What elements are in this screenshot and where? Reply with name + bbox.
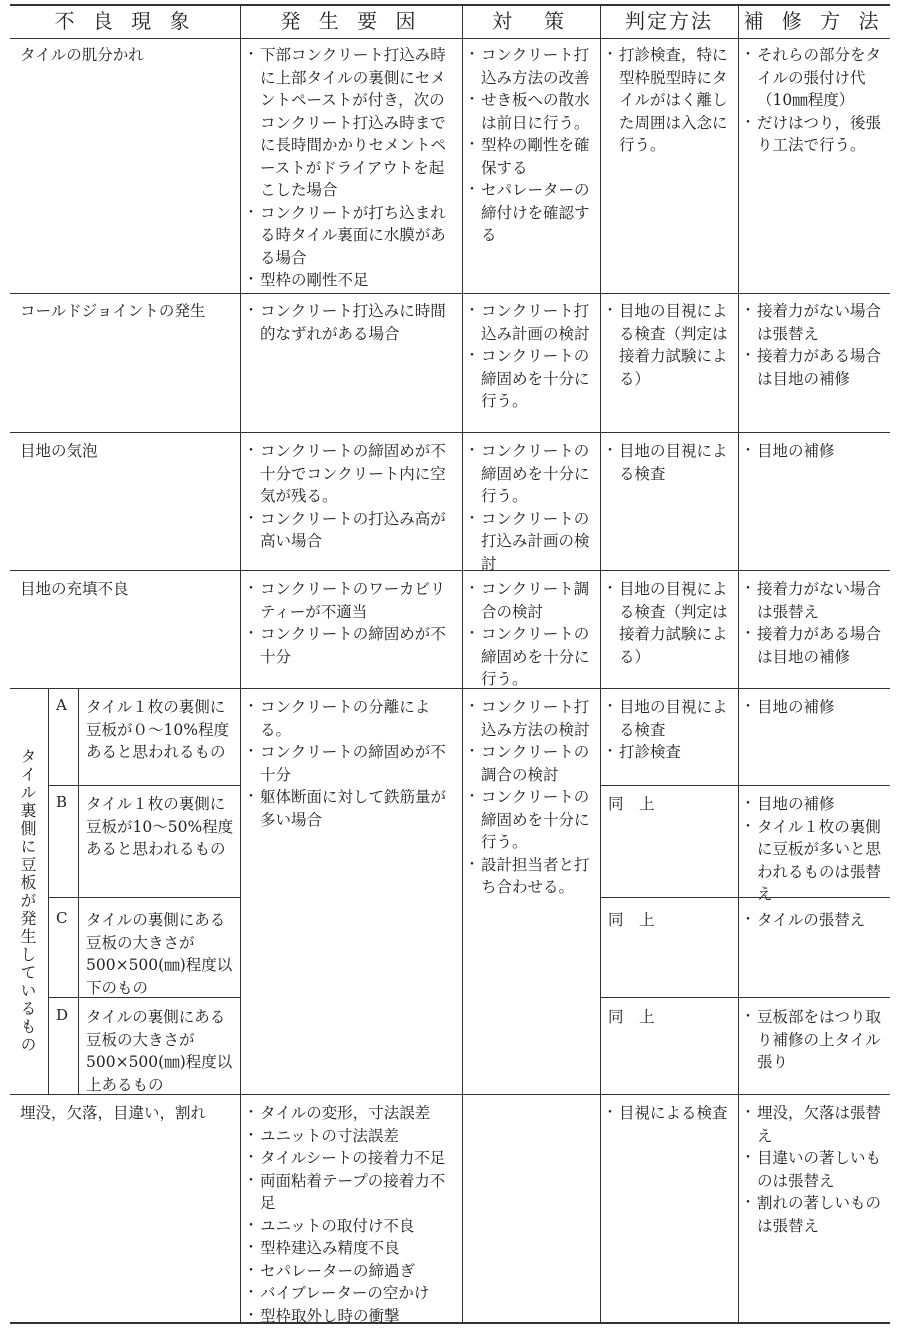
repair-item: ・ 目地の補修	[744, 440, 886, 463]
judge-item: ・ 目地の目視による検査（判定は接着力試験による）	[606, 300, 734, 390]
sub-desc-c: タイルの裏側にある豆板の大きさが500×500(㎜)程度以下のもの	[86, 911, 233, 997]
judge-item: ・ 目地の目視による検査（判定は接着力試験による）	[606, 578, 734, 668]
repair-item: ・ 埋没，欠落は張替え	[744, 1102, 886, 1147]
judge-6	[606, 1102, 734, 1125]
rule-row3	[10, 570, 890, 571]
rule-subA	[48, 785, 240, 786]
measure-item: ・ せき板への散水は前日に行う。	[468, 89, 596, 134]
measure-item: ・ コンクリートの締固めを十分に行う。	[468, 623, 596, 691]
cause-item: ・ バイブレーターの空かけ	[247, 1282, 457, 1305]
measure-item: ・ コンクリートの調合の検討	[468, 741, 596, 786]
measure-2	[468, 300, 596, 413]
cause-5	[247, 696, 457, 831]
phenomenon-2: コールドジョイントの発生	[20, 302, 206, 320]
rule-header	[10, 38, 890, 39]
rule-subB	[48, 897, 240, 898]
cause-4	[247, 578, 457, 668]
repair-item: ・ 目地の補修	[744, 696, 886, 719]
header-phenomenon: 不 良 現 象	[54, 9, 196, 33]
cause-item: ・ コンクリート打込みに時間的なずれがある場合	[247, 300, 457, 345]
measure-item: ・ コンクリート調合の検討	[468, 578, 596, 623]
cause-item: ・ コンクリートの締固めが不十分	[247, 623, 457, 668]
judge-item: ・ 打診検査	[606, 741, 734, 764]
judge-3	[606, 440, 734, 485]
phenomenon-6: 埋没，欠落，目違い，割れ	[20, 1104, 207, 1122]
cause-item: ・ ユニットの寸法誤差	[247, 1125, 457, 1148]
cause-item: ・ コンクリートのワーカビリティーが不適当	[247, 578, 457, 623]
phenomenon-4: 目地の充填不良	[20, 580, 129, 598]
cause-item: ・ コンクリートの分離による。	[247, 696, 457, 741]
sub-desc-b: タイル１枚の裏側に豆板が10～50%程度あると思われるもの	[86, 795, 234, 858]
cause-item: ・ セパレーターの締過ぎ	[247, 1260, 457, 1283]
repair-item: ・ 接着力がある場合は目地の補修	[744, 623, 886, 668]
repair-1	[744, 44, 886, 157]
judge-2	[606, 300, 734, 390]
measure-item: ・ コンクリートの打込み計画の検討	[468, 508, 596, 576]
cause-item: ・ コンクリートの締固めが不十分	[247, 741, 457, 786]
repair-item: ・ 目地の補修	[744, 793, 886, 816]
repair-5d	[744, 1006, 886, 1074]
cause-item: ・ 型枠の剛性不足	[247, 269, 457, 292]
repair-item: ・ それらの部分をタイルの張付け代（10㎜程度）	[744, 44, 886, 112]
measure-item: ・ セパレーターの締付けを確認する	[468, 179, 596, 247]
cause-item: ・ タイルシートの接着力不足	[247, 1147, 457, 1170]
group-label: タイル裏側に豆板が発生しているもの	[18, 748, 37, 1054]
header-cause: 発 生 要 因	[280, 9, 422, 33]
measure-item: ・ コンクリート打込み方法の検討	[468, 696, 596, 741]
judge-5b: 同 上	[608, 795, 655, 813]
letter-sep	[78, 688, 79, 1094]
cause-item: ・ ユニットの取付け不良	[247, 1215, 457, 1238]
sub-letter-c: C	[56, 909, 68, 927]
cause-item: ・ 型枠取外し時の衝撃	[247, 1305, 457, 1328]
col-sep-4	[738, 4, 739, 1322]
repair-6	[744, 1102, 886, 1237]
rule-row2	[10, 432, 890, 433]
measure-item: ・ コンクリートの締固めを十分に行う。	[468, 786, 596, 854]
measure-1	[468, 44, 596, 247]
cause-6	[247, 1102, 457, 1327]
measure-5	[468, 696, 596, 899]
judge-5c: 同 上	[608, 911, 655, 929]
sub-desc-d: タイルの裏側にある豆板の大きさが500×500(㎜)程度以上あるもの	[86, 1008, 233, 1094]
repair-3	[744, 440, 886, 463]
cause-item: ・ 下部コンクリート打込み時に上部タイルの裏側にセメントペーストが付き，次のコンクリート打込み時までに長時間かかりセメントペーストがドライアウトを起こした場合	[247, 44, 457, 202]
repair-item: ・ 割れの著しいものは張替え	[744, 1192, 886, 1237]
header-repair: 補 修 方 法	[743, 9, 885, 33]
repair-item: ・ タイル１枚の裏側に豆板が多いと思われるものは張替え	[744, 816, 886, 906]
judge-5a	[606, 696, 734, 764]
rule-subA-right	[600, 785, 890, 786]
repair-item: ・ 接着力がない場合は張替え	[744, 300, 886, 345]
cause-3	[247, 440, 457, 553]
repair-item: ・ 目違いの著しいものは張替え	[744, 1147, 886, 1192]
repair-item: ・ だけはつり，後張り工法で行う。	[744, 112, 886, 157]
rule-row4	[10, 688, 890, 689]
group-sep	[48, 688, 49, 1094]
repair-item: ・ 豆板部をはつり取り補修の上タイル張り	[744, 1006, 886, 1074]
measure-item: ・ 設計担当者と打ち合わせる。	[468, 854, 596, 899]
cause-item: ・ 型枠建込み精度不良	[247, 1237, 457, 1260]
sub-desc-a: タイル１枚の裏側に豆板が０～10%程度あると思われるもの	[86, 698, 229, 761]
repair-item: ・ タイルの張替え	[744, 909, 886, 932]
judge-item: ・ 目地の目視による検査	[606, 696, 734, 741]
judge-item: ・ 打診検査，特に型枠脱型時にタイルがはく離した周囲は入念に行う。	[606, 44, 734, 157]
cause-item: ・ 躯体断面に対して鉄筋量が多い場合	[247, 786, 457, 831]
measure-item: ・ 型枠の剛性を確保する	[468, 134, 596, 179]
cause-item: ・ コンクリートの打込み高が高い場合	[247, 508, 457, 553]
judge-1	[606, 44, 734, 157]
repair-5b	[744, 793, 886, 906]
repair-4	[744, 578, 886, 668]
repair-item: ・ 接着力がある場合は目地の補修	[744, 345, 886, 390]
header-judge: 判定方法	[625, 9, 713, 33]
col-sep-3	[600, 4, 601, 1322]
measure-item: ・ コンクリートの締固めを十分に行う。	[468, 440, 596, 508]
measure-item: ・ コンクリート打込み方法の改善	[468, 44, 596, 89]
judge-item: ・ 目地の目視による検査	[606, 440, 734, 485]
repair-5a	[744, 696, 886, 719]
cause-item: ・ コンクリートの締固めが不十分でコンクリート内に空気が残る。	[247, 440, 457, 508]
repair-2	[744, 300, 886, 390]
measure-3	[468, 440, 596, 575]
phenomenon-1: タイルの肌分かれ	[20, 46, 144, 64]
measure-4	[468, 578, 596, 691]
measure-item: ・ コンクリート打込み計画の検討	[468, 300, 596, 345]
measure-item: ・ コンクリートの締固めを十分に行う。	[468, 345, 596, 413]
cause-2	[247, 300, 457, 345]
rule-row1	[10, 293, 890, 294]
judge-item: ・ 目視による検査	[606, 1102, 734, 1125]
sub-letter-a: A	[56, 696, 67, 714]
cause-1	[247, 44, 457, 292]
header-measure: 対 策	[492, 9, 570, 33]
rule-subC-right	[600, 997, 890, 998]
cause-item: ・ 両面粘着テープの接着力不足	[247, 1170, 457, 1215]
cause-item: ・ コンクリートが打ち込まれる時タイル裏面に水膜がある場合	[247, 202, 457, 270]
judge-4	[606, 578, 734, 668]
sub-letter-d: D	[56, 1006, 69, 1024]
repair-item: ・ 接着力がない場合は張替え	[744, 578, 886, 623]
col-sep-2	[462, 4, 463, 1322]
col-sep-1	[240, 4, 241, 1322]
judge-5d: 同 上	[608, 1008, 655, 1026]
repair-5c	[744, 909, 886, 932]
phenomenon-3: 目地の気泡	[20, 442, 98, 460]
cause-item: ・ タイルの変形，寸法誤差	[247, 1102, 457, 1125]
sub-letter-b: B	[56, 793, 68, 811]
